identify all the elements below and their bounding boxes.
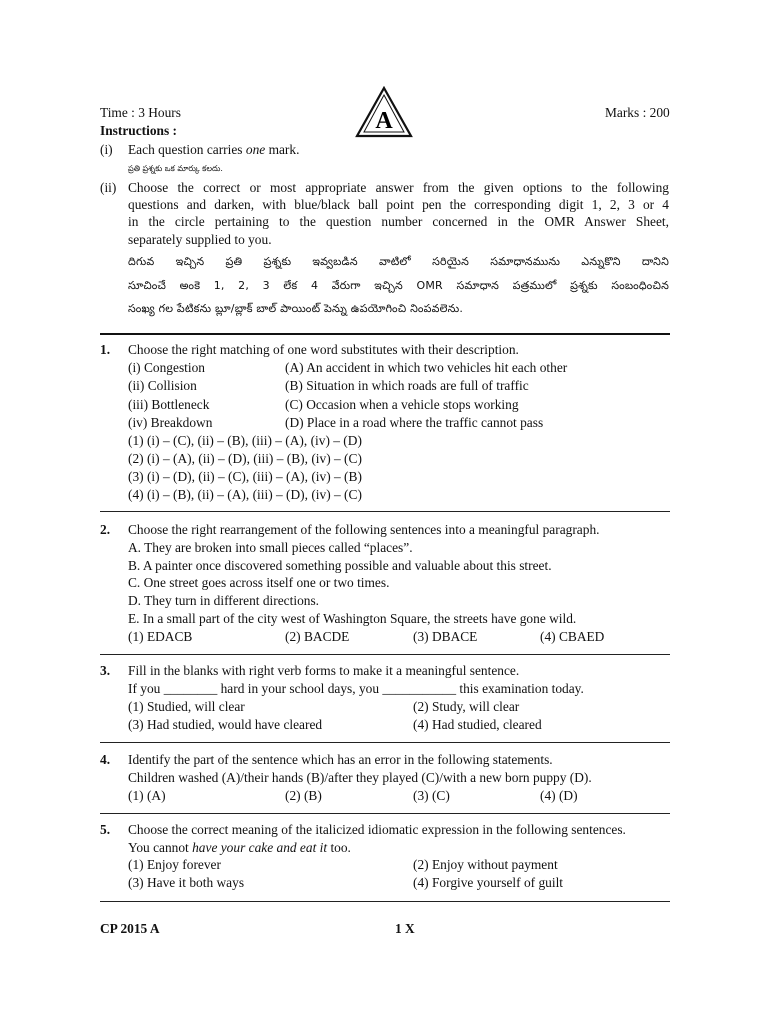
answer-option[interactable]: (4) Forgive yourself of guilt: [413, 875, 564, 890]
answer-option[interactable]: (2) BACDE: [285, 629, 350, 644]
sentence-item: C. One street goes across itself one or two times.: [128, 575, 390, 590]
answer-option[interactable]: (1) (A): [128, 788, 166, 803]
match-left-item: (ii) Collision: [128, 378, 197, 393]
section-divider: [100, 333, 670, 335]
question-sentence: You cannot have your cake and eat it too.: [128, 840, 351, 855]
match-left-item: (iii) Bottleneck: [128, 397, 210, 412]
instruction-ii-telugu: సంఖ్య గల పేటికను బ్లూ/బ్లాక్ బాల్ పాయింట్ పెన్ను ఉపయోగించి నింపవలెను.: [128, 302, 464, 315]
instruction-ii-line: Choose the correct or most appropriate answer from the given options to the following: [128, 180, 669, 195]
instruction-ii-number: (ii): [100, 180, 117, 195]
series-letter: A: [375, 108, 393, 134]
question-text: Choose the correct meaning of the italicized idiomatic expression in the following sentences.: [128, 822, 626, 837]
match-left-item: (iv) Breakdown: [128, 415, 213, 430]
match-left-item: (i) Congestion: [128, 360, 205, 375]
instruction-i-text: Each question carries one mark.: [128, 142, 300, 157]
question-divider: [100, 901, 670, 902]
question-text: Fill in the blanks with right verb forms to make it a meaningful sentence.: [128, 663, 520, 678]
answer-option[interactable]: (3) (i) – (D), (ii) – (C), (iii) – (A), (iv) – (B): [128, 469, 362, 484]
sentence-item: A. They are broken into small pieces called “places”.: [128, 540, 413, 555]
question-text: Choose the right rearrangement of the following sentences into a meaningful paragraph.: [128, 522, 600, 537]
question-sentence: Children washed (A)/their hands (B)/after they played (C)/with a new born puppy (D).: [128, 770, 592, 785]
question-divider: [100, 742, 670, 743]
sentence-item: B. A painter once discovered something possible and valuable about this street.: [128, 558, 552, 573]
question-number: 4.: [100, 752, 111, 767]
answer-option[interactable]: (3) (C): [413, 788, 450, 803]
answer-option[interactable]: (4) (D): [540, 788, 578, 803]
instruction-ii-line: questions and darken, with blue/black ball point pen the corresponding digit 1, 2, 3 or 4: [128, 197, 669, 212]
answer-option[interactable]: (1) EDACB: [128, 629, 193, 644]
answer-option[interactable]: (2) (i) – (A), (ii) – (D), (iii) – (B), (iv) – (C): [128, 451, 362, 466]
idiom-italic: have your cake and eat it: [192, 840, 328, 855]
question-text: Choose the right matching of one word substitutes with their description.: [128, 342, 519, 357]
instruction-i-telugu: ప్రతి ప్రశ్నకు ఒక మార్కు కలదు.: [128, 164, 223, 173]
footer-code: CP 2015 A: [100, 921, 160, 936]
answer-option[interactable]: (2) Study, will clear: [413, 699, 520, 714]
instruction-ii-line: separately supplied to you.: [128, 232, 272, 247]
match-right-item: (A) An accident in which two vehicles hit each other: [285, 360, 568, 375]
question-sentence: If you ________ hard in your school days, you ___________ this examination today.: [128, 681, 584, 696]
question-number: 2.: [100, 522, 111, 537]
match-right-item: (C) Occasion when a vehicle stops working: [285, 397, 519, 412]
answer-option[interactable]: (3) DBACE: [413, 629, 478, 644]
answer-option[interactable]: (1) Enjoy forever: [128, 857, 221, 872]
instructions-title: Instructions :: [100, 123, 178, 138]
sentence-item: E. In a small part of the city west of Washington Square, the streets have gone wild.: [128, 611, 577, 626]
answer-option[interactable]: (4) Had studied, cleared: [413, 717, 542, 732]
answer-option[interactable]: (2) Enjoy without payment: [413, 857, 558, 872]
answer-option[interactable]: (2) (B): [285, 788, 322, 803]
marks-label: Marks : 200: [605, 105, 670, 120]
page-number: 1 X: [395, 921, 415, 936]
answer-option[interactable]: (3) Have it both ways: [128, 875, 245, 890]
question-divider: [100, 511, 670, 512]
sentence-item: D. They turn in different directions.: [128, 593, 320, 608]
answer-option[interactable]: (1) (i) – (C), (ii) – (B), (iii) – (A), (iv) – (D): [128, 433, 362, 448]
match-right-item: (D) Place in a road where the traffic cannot pass: [285, 415, 544, 430]
question-divider: [100, 654, 670, 655]
question-number: 1.: [100, 342, 111, 357]
answer-option[interactable]: (4) CBAED: [540, 629, 605, 644]
time-label: Time : 3 Hours: [100, 105, 181, 120]
answer-option[interactable]: (4) (i) – (B), (ii) – (A), (iii) – (D), (iv) – (C): [128, 487, 362, 502]
match-right-item: (B) Situation in which roads are full of traffic: [285, 378, 529, 393]
question-text: Identify the part of the sentence which has an error in the following statements.: [128, 752, 553, 767]
instruction-ii-line: in the circle pertaining to the question number concerned in the OMR Answer Sheet,: [128, 214, 669, 229]
instruction-i-number: (i): [100, 142, 113, 157]
instruction-ii-telugu: సూచించే అంకె 1, 2, 3 లేక 4 వేరుగా ఇచ్చిన OMR సమాధాన పత్రములో ప్రశ్నకు సంబంధించిన: [128, 279, 669, 292]
question-number: 3.: [100, 663, 111, 678]
question-number: 5.: [100, 822, 111, 837]
question-divider: [100, 813, 670, 814]
instruction-ii-telugu: దిగువ ఇచ్చిన ప్రతి ప్రశ్నకు ఇవ్వబడిన వాటిలో సరియైన సమాధానమును ఎన్నుకొని దానిని: [128, 255, 669, 268]
answer-option[interactable]: (3) Had studied, would have cleared: [128, 717, 323, 732]
series-triangle: [355, 86, 413, 138]
answer-option[interactable]: (1) Studied, will clear: [128, 699, 245, 714]
